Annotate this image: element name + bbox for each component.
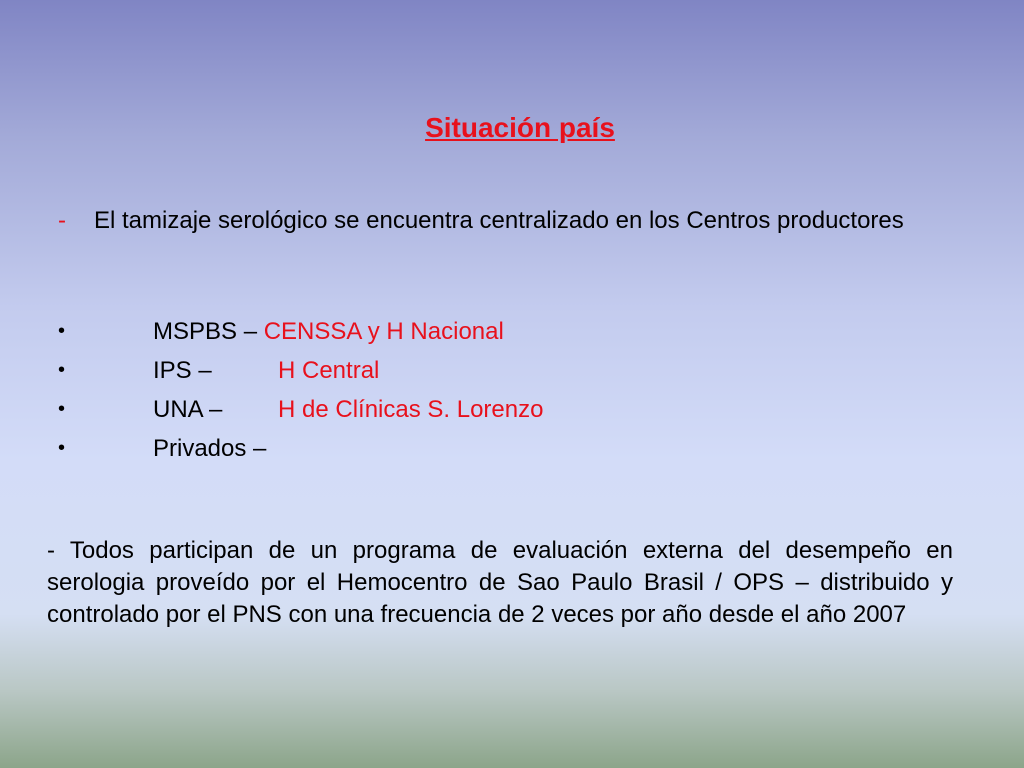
list-item-ips: [58, 353, 958, 392]
bullet-icon: •: [58, 320, 66, 342]
list-item-org: Privados –: [153, 435, 267, 462]
list-item-label: [153, 314, 504, 349]
bullet-icon: •: [58, 398, 66, 420]
list-item-org: MSPBS –: [153, 318, 264, 345]
list-item-value: H Central: [278, 357, 380, 384]
evaluation-paragraph: - Todos participan de un programa de evaluación externa del desempeño en serologia proveído por el Hemocentro de Sao Paulo Brasil / OPS – distribuido y controlado por el PNS con una frecuencia de 2 veces por año desde el año 2007: [47, 537, 953, 628]
list-item-org: UNA –: [153, 396, 223, 423]
list-item-mspbs: [58, 314, 958, 353]
bullet-icon: •: [58, 359, 66, 381]
slide-title: Situación país: [425, 112, 615, 143]
bullet-icon: •: [58, 437, 66, 459]
intro-text: El tamizaje serológico se encuentra centralizado en los Centros productores: [94, 207, 904, 234]
list-item-value: H de Clínicas S. Lorenzo: [278, 396, 544, 423]
list-item-value: CENSSA y H Nacional: [263, 318, 504, 345]
intro-item: [58, 204, 956, 237]
intro-dash: -: [58, 207, 66, 234]
list-item-org: IPS –: [153, 357, 212, 384]
producer-list: [58, 314, 958, 470]
list-item-una: [58, 392, 958, 431]
list-item-privados: [58, 431, 958, 470]
